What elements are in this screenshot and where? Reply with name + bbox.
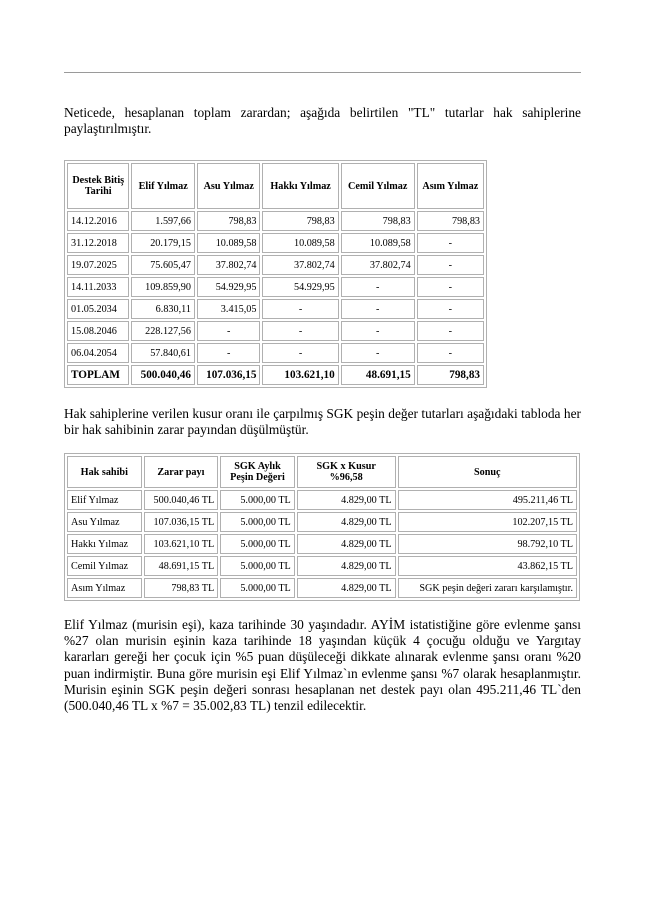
table-header-row (67, 456, 577, 488)
cell-value: 798,83 (417, 211, 484, 231)
cell-value: - (341, 321, 415, 341)
cell-date: 14.12.2016 (67, 211, 129, 231)
total-value: 798,83 (417, 365, 484, 385)
cell-value: 5.000,00 TL (220, 534, 295, 554)
total-value: 500.040,46 (131, 365, 195, 385)
cell-value: - (417, 299, 484, 319)
cell-value: 228.127,56 (131, 321, 195, 341)
sgk-deduction-table (64, 453, 580, 601)
table-row (67, 211, 484, 231)
table-row (67, 578, 577, 598)
cell-value: 798,83 (341, 211, 415, 231)
table-row (67, 255, 484, 275)
kusur-paragraph: Hak sahiplerine verilen kusur oranı ile çarpılmış SGK peşin değer tutarları aşağıdaki tabloda her bir hak sahibinin zarar payından düşülmüştür. (64, 406, 581, 438)
cell-value: 5.000,00 TL (220, 490, 295, 510)
cell-value: - (341, 343, 415, 363)
evlenme-paragraph: Elif Yılmaz (murisin eşi), kaza tarihinde 30 yaşındadır. AYİM istatistiğine göre evlenme şansı %27 olan murisin eşinin kaza tarihinde 18 yaşından küçük 4 çocuğu olduğu ve Yargıtay kararları gereği her çocuk için %5 puan düşüleceği dikkate alınarak evlenme şansı oranı %20 puan indirmiştir. Buna göre murisin eşi Elif Yılmaz`ın evlenme şansı %7 olarak hesaplanmıştır. Murisin eşinin SGK peşin değeri sonrası hesaplanan net destek payı olan 495.211,46 TL`den (500.040,46 TL x %7 = 35.002,83 TL) tenzil edilecektir. (64, 617, 581, 714)
cell-value: 109.859,90 (131, 277, 195, 297)
cell-value: 20.179,15 (131, 233, 195, 253)
cell-name: Cemil Yılmaz (67, 556, 142, 576)
cell-value: 57.840,61 (131, 343, 195, 363)
col-header-elif: Elif Yılmaz (131, 163, 195, 209)
total-value: 107.036,15 (197, 365, 261, 385)
cell-value: 10.089,58 (262, 233, 338, 253)
cell-value: 98.792,10 TL (398, 534, 577, 554)
cell-value: 37.802,74 (197, 255, 261, 275)
cell-name: Asu Yılmaz (67, 512, 142, 532)
col-header-sgk-kusur: SGK x Kusur %96,58 (297, 456, 396, 488)
cell-value: 103.621,10 TL (144, 534, 219, 554)
cell-name: Elif Yılmaz (67, 490, 142, 510)
cell-date: 06.04.2054 (67, 343, 129, 363)
cell-value: 107.036,15 TL (144, 512, 219, 532)
cell-value: - (417, 233, 484, 253)
cell-value: - (197, 343, 261, 363)
col-header-zarar-payi: Zarar payı (144, 456, 219, 488)
table-row (67, 556, 577, 576)
cell-date: 31.12.2018 (67, 233, 129, 253)
table-row (67, 490, 577, 510)
cell-date: 01.05.2034 (67, 299, 129, 319)
cell-value: 75.605,47 (131, 255, 195, 275)
cell-value: 54.929,95 (262, 277, 338, 297)
cell-value: - (262, 321, 338, 341)
cell-value: 10.089,58 (197, 233, 261, 253)
cell-value: 54.929,95 (197, 277, 261, 297)
table-row (67, 321, 484, 341)
cell-value: 37.802,74 (341, 255, 415, 275)
cell-value: 798,83 (262, 211, 338, 231)
col-header-asu: Asu Yılmaz (197, 163, 261, 209)
cell-value: - (341, 277, 415, 297)
table-row (67, 534, 577, 554)
cell-date: 19.07.2025 (67, 255, 129, 275)
cell-value: 4.829,00 TL (297, 490, 396, 510)
cell-value: 6.830,11 (131, 299, 195, 319)
cell-value: SGK peşin değeri zararı karşılamıştır. (398, 578, 577, 598)
col-header-asim: Asım Yılmaz (417, 163, 484, 209)
cell-value: 1.597,66 (131, 211, 195, 231)
cell-value: - (417, 277, 484, 297)
col-header-sgk-pesin: SGK Aylık Peşin Değeri (220, 456, 295, 488)
table-row (67, 343, 484, 363)
total-value: 48.691,15 (341, 365, 415, 385)
distribution-table (64, 160, 487, 388)
table-header-row (67, 163, 484, 209)
cell-value: 4.829,00 TL (297, 556, 396, 576)
cell-date: 15.08.2046 (67, 321, 129, 341)
cell-value: 48.691,15 TL (144, 556, 219, 576)
cell-value: - (262, 343, 338, 363)
intro-paragraph: Neticede, hesaplanan toplam zarardan; aşağıda belirtilen "TL" tutarlar hak sahiplerine paylaştırılmıştır. (64, 105, 581, 137)
cell-name: Hakkı Yılmaz (67, 534, 142, 554)
col-header-date: Destek Bitiş Tarihi (67, 163, 129, 209)
cell-value: - (341, 299, 415, 319)
cell-value: - (197, 321, 261, 341)
total-label: TOPLAM (67, 365, 129, 385)
cell-value: 500.040,46 TL (144, 490, 219, 510)
cell-value: 3.415,05 (197, 299, 261, 319)
total-value: 103.621,10 (262, 365, 338, 385)
cell-value: 4.829,00 TL (297, 534, 396, 554)
cell-value: - (262, 299, 338, 319)
col-header-hak-sahibi: Hak sahibi (67, 456, 142, 488)
cell-date: 14.11.2033 (67, 277, 129, 297)
header-rule (64, 72, 581, 73)
cell-value: 5.000,00 TL (220, 512, 295, 532)
cell-value: 43.862,15 TL (398, 556, 577, 576)
cell-value: - (417, 255, 484, 275)
cell-value: 5.000,00 TL (220, 578, 295, 598)
cell-value: 102.207,15 TL (398, 512, 577, 532)
table-row (67, 233, 484, 253)
cell-value: 4.829,00 TL (297, 512, 396, 532)
cell-value: 10.089,58 (341, 233, 415, 253)
col-header-sonuc: Sonuç (398, 456, 577, 488)
col-header-cemil: Cemil Yılmaz (341, 163, 415, 209)
cell-value: 798,83 TL (144, 578, 219, 598)
cell-value: - (417, 343, 484, 363)
cell-value: 4.829,00 TL (297, 578, 396, 598)
cell-value: - (417, 321, 484, 341)
cell-value: 495.211,46 TL (398, 490, 577, 510)
table-row (67, 299, 484, 319)
table-total-row (67, 365, 484, 385)
cell-name: Asım Yılmaz (67, 578, 142, 598)
table-row (67, 277, 484, 297)
cell-value: 5.000,00 TL (220, 556, 295, 576)
col-header-hakki: Hakkı Yılmaz (262, 163, 338, 209)
table-row (67, 512, 577, 532)
cell-value: 798,83 (197, 211, 261, 231)
cell-value: 37.802,74 (262, 255, 338, 275)
